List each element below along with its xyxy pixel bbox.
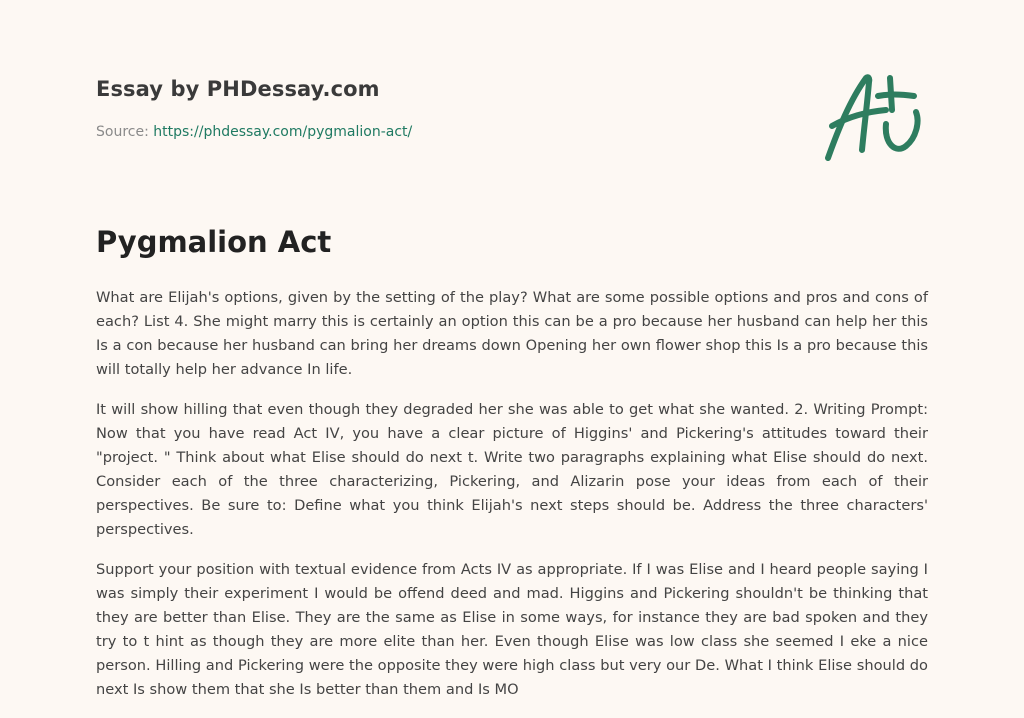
essay-body (96, 286, 928, 718)
essay-paragraph-1: What are Elijah's options, given by the setting of the play? What are some possible options and pros and cons of each? List 4. She might marry this is certainly an option this can be a pro because her husband can help her this Is a con because her husband can bring her dreams down Opening her own flower shop this Is a pro because this will totally help her advance In life. (96, 289, 928, 378)
source-link[interactable]: https://phdessay.com/pygmalion-act/ (153, 124, 413, 140)
a-plus-logo-icon (824, 66, 928, 166)
essay-paragraph-2: It will show hilling that even though they degraded her she was able to get what she wanted. 2. Writing Prompt: Now that you have read Act IV, you have a clear picture of Higgins' and Pickering's attitudes toward their "project. " Think about what Elise should do next t. Write two paragraphs explaining what Elise should do next. Consider each of the three characterizing, Pickering, and Alizarin pose your ideas from each of their perspectives. Be sure to: Define what you think Elijah's next steps should be. Address the three characters' perspectives. (96, 401, 928, 538)
essay-page (96, 0, 928, 698)
essay-title: Pygmalion Act (96, 225, 332, 259)
source-label: Source: (96, 124, 154, 140)
site-title: Essay by PHDessay.com (96, 77, 380, 101)
essay-paragraph-3: Support your position with textual evidence from Acts IV as appropriate. If I was Elise and I heard people saying I was simply their experiment I would be offend deed and mad. Higgins and Pickering shouldn't be thinking that they are better than Elise. They are the same as Elise in some ways, for instance they are bad spoken and they try to t hint as though they are more elite than her. Even though Elise was low class she seemed I eke a nice person. Hilling and Pickering were the opposite they were high class but very our De. What I think Elise should do next Is show them that she Is better than them and Is MO (96, 561, 928, 698)
source-line (96, 124, 412, 140)
